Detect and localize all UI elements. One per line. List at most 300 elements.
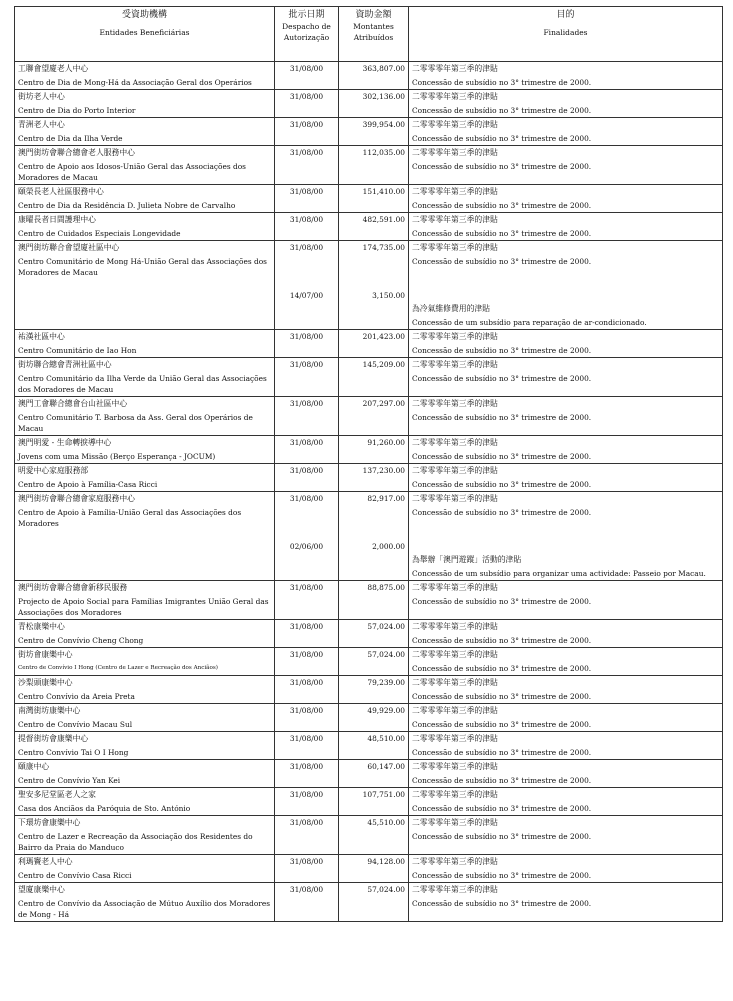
table-row — [15, 241, 723, 330]
header-date-pt: Despacho de Autorização — [282, 22, 331, 42]
entity-name-zh: 澳門街坊會聯合總會老人服務中心 — [18, 148, 135, 157]
granted-amount: 79,239.00 — [367, 678, 405, 687]
date-cell — [275, 213, 339, 241]
authorization-date: 31/08/00 — [289, 360, 324, 369]
purpose-zh: 二零零零年第三季的津貼 — [412, 215, 498, 224]
entity-name-zh: 澳門街坊聯合會望廈社區中心 — [18, 243, 120, 252]
purpose-zh: 二零零零年第三季的津貼 — [412, 92, 498, 101]
purpose-zh: 二零零零年第三季的津貼 — [412, 650, 498, 659]
entity-name-pt: Centro de Dia da Ilha Verde — [18, 134, 123, 143]
entity-name-zh: 頤榮長老人社區服務中心 — [18, 187, 104, 196]
table-row — [15, 185, 723, 213]
amount-cell — [339, 492, 409, 581]
granted-amount: 3,150.00 — [372, 290, 405, 300]
amount-cell — [339, 397, 409, 436]
grant-gap — [412, 518, 719, 536]
authorization-date: 31/08/00 — [289, 857, 324, 866]
date-cell — [275, 464, 339, 492]
purpose-cell — [409, 436, 723, 464]
purpose-pt: Concessão de subsídio no 3° trimestre de 2000. — [412, 720, 592, 729]
amount-cell — [339, 732, 409, 760]
entity-name-pt: Centro de Dia da Residência D. Julieta Nobre de Carvalho — [18, 201, 236, 210]
entity-cell — [15, 855, 275, 883]
grants-table — [14, 6, 723, 922]
purpose-pt: Concessão de subsídio no 3° trimestre de 2000. — [412, 257, 592, 266]
grant-gap — [278, 272, 335, 290]
header-entity-pt: Entidades Beneficiárias — [99, 28, 190, 37]
authorization-date: 31/08/00 — [289, 399, 324, 408]
purpose-zh: 二零零零年第三季的津貼 — [412, 187, 498, 196]
amount-cell — [339, 464, 409, 492]
entity-cell — [15, 760, 275, 788]
granted-amount: 60,147.00 — [367, 762, 405, 771]
entity-name-zh: 祐漢社區中心 — [18, 332, 65, 341]
purpose-pt: Concessão de um subsídio para reparação de ar-condicionado. — [412, 318, 647, 327]
entity-cell — [15, 492, 275, 581]
header-purpose-pt: Finalidades — [543, 28, 588, 37]
header-entity-zh: 受資助機構 — [121, 10, 167, 20]
header-amount-pt: Montantes Atribuídos — [353, 22, 394, 42]
purpose-zh: 二零零零年第三季的津貼 — [412, 120, 498, 129]
table-row — [15, 883, 723, 922]
entity-cell — [15, 213, 275, 241]
entity-name-zh: 澳門工會聯合總會台山社區中心 — [18, 399, 128, 408]
table-row — [15, 855, 723, 883]
table-body — [15, 62, 723, 922]
authorization-date: 31/08/00 — [289, 818, 324, 827]
entity-cell — [15, 90, 275, 118]
purpose-cell — [409, 464, 723, 492]
entity-name-pt: Centro Comunitário de Mong Há-União Geral das Associações dos Moradores de Macau — [18, 257, 267, 277]
authorization-date: 31/08/00 — [289, 622, 324, 631]
entity-name-pt: Centro de Lazer e Recreação da Associação dos Residentes do Bairro da Praia do Manduco — [18, 832, 253, 852]
authorization-date: 31/08/00 — [289, 678, 324, 687]
purpose-pt: Concessão de subsídio no 3° trimestre de 2000. — [412, 692, 592, 701]
purpose-zh: 二零零零年第三季的津貼 — [412, 399, 498, 408]
table-row — [15, 492, 723, 581]
purpose-zh: 二零零零年第三季的津貼 — [412, 818, 498, 827]
purpose-cell — [409, 760, 723, 788]
entity-name-zh: 澳門街坊會聯合總會家庭服務中心 — [18, 494, 135, 503]
date-cell — [275, 397, 339, 436]
granted-amount: 49,929.00 — [367, 706, 405, 715]
authorization-date: 31/08/00 — [289, 734, 324, 743]
date-cell — [275, 760, 339, 788]
entity-name-pt: Projecto de Apoio Social para Famílias Imigrantes União Geral das Associações dos Moradores — [18, 597, 269, 617]
entity-cell — [15, 146, 275, 185]
amount-cell — [339, 883, 409, 922]
entity-name-pt: Centro de Convívio Casa Ricci — [18, 871, 132, 880]
entity-name-pt: Jovens com uma Missão (Berço Esperança - JOCUM) — [18, 452, 216, 461]
purpose-pt: Concessão de subsídio no 3° trimestre de 2000. — [412, 636, 592, 645]
grant-gap — [342, 254, 405, 272]
entity-name-zh: 工聯會望廈老人中心 — [18, 64, 89, 73]
table-row — [15, 760, 723, 788]
header-purpose — [409, 7, 723, 62]
authorization-date: 31/08/00 — [289, 243, 324, 252]
granted-amount: 137,230.00 — [362, 466, 405, 475]
purpose-cell — [409, 816, 723, 855]
entity-name-pt: Centro Convívio Tai O I Hong — [18, 748, 129, 757]
authorization-date: 31/08/00 — [289, 92, 324, 101]
purpose-zh: 為舉辦「澳門遊蹤」活動的津貼 — [412, 555, 522, 564]
entity-name-pt: Centro de Cuidados Especiais Longevidade — [18, 229, 181, 238]
authorization-date: 31/08/00 — [289, 120, 324, 129]
granted-amount: 107,751.00 — [362, 790, 405, 799]
amount-cell — [339, 90, 409, 118]
purpose-pt: Concessão de subsídio no 3° trimestre de 2000. — [412, 832, 592, 841]
amount-cell — [339, 704, 409, 732]
header-amount — [339, 7, 409, 62]
granted-amount: 57,024.00 — [367, 622, 405, 631]
authorization-date: 02/06/00 — [289, 541, 324, 551]
purpose-pt: Concessão de subsídio no 3° trimestre de 2000. — [412, 776, 592, 785]
entity-name-zh: 利瑪竇老人中心 — [18, 857, 73, 866]
purpose-pt: Concessão de subsídio no 3° trimestre de 2000. — [412, 346, 592, 355]
entity-name-zh: 青松康樂中心 — [18, 622, 65, 631]
table-row — [15, 330, 723, 358]
amount-cell — [339, 816, 409, 855]
date-cell — [275, 883, 339, 922]
granted-amount: 174,735.00 — [362, 243, 405, 252]
date-cell — [275, 330, 339, 358]
entity-name-pt: Centro de Convívio Yan Kei — [18, 776, 121, 785]
purpose-zh: 二零零零年第三季的津貼 — [412, 885, 498, 894]
entity-cell — [15, 732, 275, 760]
purpose-pt: Concessão de subsídio no 3° trimestre de 2000. — [412, 229, 592, 238]
purpose-pt: Concessão de subsídio no 3° trimestre de 2000. — [412, 374, 592, 383]
entity-cell — [15, 648, 275, 676]
table-row — [15, 62, 723, 90]
date-cell — [275, 704, 339, 732]
header-entity — [15, 7, 275, 62]
table-row — [15, 581, 723, 620]
purpose-zh: 二零零零年第三季的津貼 — [412, 438, 498, 447]
granted-amount: 151,410.00 — [362, 187, 405, 196]
purpose-pt: Concessão de subsídio no 3° trimestre de 2000. — [412, 480, 592, 489]
purpose-cell — [409, 581, 723, 620]
granted-amount: 112,035.00 — [362, 148, 405, 157]
date-cell — [275, 492, 339, 581]
table-row — [15, 397, 723, 436]
granted-amount: 82,917.00 — [367, 494, 405, 503]
entity-cell — [15, 581, 275, 620]
entity-cell — [15, 436, 275, 464]
table-row — [15, 464, 723, 492]
granted-amount: 91,260.00 — [367, 438, 405, 447]
purpose-zh: 二零零零年第三季的津貼 — [412, 332, 498, 341]
entity-cell — [15, 62, 275, 90]
authorization-date: 31/08/00 — [289, 790, 324, 799]
entity-name-zh: 康曜長者日間護理中心 — [18, 215, 96, 224]
entity-name-zh: 澳門明愛 - 生命轉捩導中心 — [18, 438, 112, 447]
entity-name-zh: 街坊老人中心 — [18, 92, 65, 101]
entity-name-zh: 南灣街坊康樂中心 — [18, 706, 81, 715]
table-row — [15, 358, 723, 397]
granted-amount: 201,423.00 — [362, 332, 405, 341]
date-cell — [275, 90, 339, 118]
purpose-cell — [409, 213, 723, 241]
authorization-date: 31/08/00 — [289, 215, 324, 224]
purpose-zh: 二零零零年第三季的津貼 — [412, 64, 498, 73]
granted-amount: 88,875.00 — [367, 583, 405, 592]
table-row — [15, 788, 723, 816]
authorization-date: 31/08/00 — [289, 438, 324, 447]
purpose-zh: 二零零零年第三季的津貼 — [412, 466, 498, 475]
amount-cell — [339, 788, 409, 816]
amount-cell — [339, 620, 409, 648]
entity-cell — [15, 704, 275, 732]
entity-name-pt: Centro de Dia do Porto Interior — [18, 106, 136, 115]
authorization-date: 31/08/00 — [289, 885, 324, 894]
purpose-pt: Concessão de subsídio no 3° trimestre de 2000. — [412, 452, 592, 461]
entity-name-pt: Centro de Apoio à Família-União Geral das Associações dos Moradores — [18, 508, 242, 528]
table-row — [15, 213, 723, 241]
entity-cell — [15, 358, 275, 397]
amount-cell — [339, 676, 409, 704]
entity-cell — [15, 185, 275, 213]
authorization-date: 14/07/00 — [289, 290, 324, 300]
granted-amount: 302,136.00 — [362, 92, 405, 101]
entity-cell — [15, 330, 275, 358]
purpose-zh: 二零零零年第三季的津貼 — [412, 734, 498, 743]
entity-name-zh: 望廈康樂中心 — [18, 885, 65, 894]
purpose-pt: Concessão de subsídio no 3° trimestre de 2000. — [412, 804, 592, 813]
purpose-cell — [409, 620, 723, 648]
header-date — [275, 7, 339, 62]
granted-amount: 2,000.00 — [372, 541, 405, 551]
amount-cell — [339, 760, 409, 788]
purpose-pt: Concessão de subsídio no 3° trimestre de 2000. — [412, 899, 592, 908]
purpose-cell — [409, 330, 723, 358]
purpose-zh: 二零零零年第三季的津貼 — [412, 583, 498, 592]
entity-cell — [15, 397, 275, 436]
entity-cell — [15, 788, 275, 816]
authorization-date: 31/08/00 — [289, 650, 324, 659]
purpose-cell — [409, 676, 723, 704]
purpose-pt: Concessão de subsídio no 3° trimestre de 2000. — [412, 413, 592, 422]
grant-gap — [412, 285, 719, 303]
entity-cell — [15, 883, 275, 922]
entity-name-pt: Centro de Apoio aos Idosos-União Geral das Associações dos Moradores de Macau — [18, 162, 246, 182]
date-cell — [275, 358, 339, 397]
authorization-date: 31/08/00 — [289, 466, 324, 475]
table-row — [15, 816, 723, 855]
amount-cell — [339, 648, 409, 676]
date-cell — [275, 855, 339, 883]
amount-cell — [339, 581, 409, 620]
amount-cell — [339, 62, 409, 90]
purpose-cell — [409, 241, 723, 330]
date-cell — [275, 436, 339, 464]
entity-name-pt: Centro de Convívio Macau Sul — [18, 720, 133, 729]
granted-amount: 399,954.00 — [362, 120, 405, 129]
purpose-cell — [409, 358, 723, 397]
date-cell — [275, 62, 339, 90]
table-row — [15, 648, 723, 676]
table-row — [15, 436, 723, 464]
table-row — [15, 620, 723, 648]
entity-cell — [15, 620, 275, 648]
amount-cell — [339, 146, 409, 185]
date-cell — [275, 581, 339, 620]
date-cell — [275, 788, 339, 816]
purpose-cell — [409, 704, 723, 732]
purpose-pt: Concessão de subsídio no 3° trimestre de 2000. — [412, 508, 592, 517]
grant-gap — [278, 505, 335, 523]
date-cell — [275, 620, 339, 648]
purpose-zh: 二零零零年第三季的津貼 — [412, 706, 498, 715]
purpose-cell — [409, 146, 723, 185]
authorization-date: 31/08/00 — [289, 494, 324, 503]
amount-cell — [339, 213, 409, 241]
granted-amount: 45,510.00 — [367, 818, 405, 827]
header-amount-zh: 資助金額 — [355, 10, 392, 20]
header-date-zh: 批示日期 — [288, 10, 325, 20]
entity-name-zh: 提督街坊會康樂中心 — [18, 734, 89, 743]
date-cell — [275, 648, 339, 676]
amount-cell — [339, 241, 409, 330]
entity-cell — [15, 118, 275, 146]
grant-gap — [412, 267, 719, 285]
purpose-cell — [409, 397, 723, 436]
amount-cell — [339, 358, 409, 397]
entity-name-pt: Centro de Convívio Cheng Chong — [18, 636, 144, 645]
authorization-date: 31/08/00 — [289, 332, 324, 341]
amount-cell — [339, 118, 409, 146]
granted-amount: 94,128.00 — [367, 857, 405, 866]
date-cell — [275, 732, 339, 760]
entity-name-pt: Centro de Dia de Mong-Há da Associação Geral dos Operários — [18, 78, 252, 87]
purpose-cell — [409, 648, 723, 676]
purpose-zh: 二零零零年第三季的津貼 — [412, 790, 498, 799]
authorization-date: 31/08/00 — [289, 762, 324, 771]
granted-amount: 57,024.00 — [367, 885, 405, 894]
date-cell — [275, 676, 339, 704]
authorization-date: 31/08/00 — [289, 706, 324, 715]
amount-cell — [339, 436, 409, 464]
purpose-cell — [409, 855, 723, 883]
grant-gap — [278, 523, 335, 541]
purpose-zh: 二零零零年第三季的津貼 — [412, 762, 498, 771]
purpose-pt: Concessão de subsídio no 3° trimestre de 2000. — [412, 78, 592, 87]
date-cell — [275, 816, 339, 855]
granted-amount: 57,024.00 — [367, 650, 405, 659]
entity-name-zh: 頤康中心 — [18, 762, 50, 771]
purpose-pt: Concessão de subsídio no 3° trimestre de 2000. — [412, 871, 592, 880]
entity-name-zh: 明愛中心家庭服務部 — [18, 466, 89, 475]
purpose-pt: Concessão de subsídio no 3° trimestre de 2000. — [412, 748, 592, 757]
entity-name-pt: Centro Comunitário T. Barbosa da Ass. Geral dos Operários de Macau — [18, 413, 253, 433]
amount-cell — [339, 855, 409, 883]
grant-gap — [342, 523, 405, 541]
purpose-zh: 二零零零年第三季的津貼 — [412, 148, 498, 157]
entity-name-pt: Centro Comunitário da Ilha Verde da União Geral das Associações dos Moradores de Macau — [18, 374, 267, 394]
purpose-cell — [409, 185, 723, 213]
entity-name-pt: Centro de Apoio à Família-Casa Ricci — [18, 480, 158, 489]
granted-amount: 363,807.00 — [362, 64, 405, 73]
grant-gap — [342, 272, 405, 290]
purpose-cell — [409, 788, 723, 816]
table-row — [15, 118, 723, 146]
purpose-cell — [409, 883, 723, 922]
grant-gap — [342, 505, 405, 523]
granted-amount: 48,510.00 — [367, 734, 405, 743]
authorization-date: 31/08/00 — [289, 583, 324, 592]
granted-amount: 145,209.00 — [362, 360, 405, 369]
purpose-pt: Concessão de subsídio no 3° trimestre de 2000. — [412, 106, 592, 115]
table-row — [15, 146, 723, 185]
entity-cell — [15, 464, 275, 492]
purpose-pt: Concessão de subsídio no 3° trimestre de 2000. — [412, 201, 592, 210]
amount-cell — [339, 185, 409, 213]
purpose-pt: Concessão de subsídio no 3° trimestre de 2000. — [412, 597, 592, 606]
purpose-pt: Concessão de subsídio no 3° trimestre de 2000. — [412, 162, 592, 171]
purpose-zh: 二零零零年第三季的津貼 — [412, 494, 498, 503]
date-cell — [275, 146, 339, 185]
entity-name-zh: 沙梨頭康樂中心 — [18, 678, 73, 687]
entity-cell — [15, 241, 275, 330]
purpose-cell — [409, 118, 723, 146]
header-row — [15, 7, 723, 62]
header-purpose-zh: 目的 — [556, 10, 575, 20]
entity-name-zh: 街坊聯合總會青洲社區中心 — [18, 360, 112, 369]
entity-cell — [15, 676, 275, 704]
purpose-zh: 為冷氣維修費用的津貼 — [412, 304, 490, 313]
amount-cell — [339, 330, 409, 358]
date-cell — [275, 185, 339, 213]
entity-name-zh: 下環坊會康樂中心 — [18, 818, 81, 827]
entity-name-zh: 街坊會康樂中心 — [18, 650, 73, 659]
purpose-pt: Concessão de um subsídio para organizar uma actividade: Passeio por Macau. — [412, 569, 706, 578]
entity-name-zh: 聖安多尼堂區老人之家 — [18, 790, 96, 799]
purpose-zh: 二零零零年第三季的津貼 — [412, 243, 498, 252]
purpose-zh: 二零零零年第三季的津貼 — [412, 622, 498, 631]
granted-amount: 482,591.00 — [362, 215, 405, 224]
table-row — [15, 732, 723, 760]
purpose-cell — [409, 732, 723, 760]
purpose-cell — [409, 90, 723, 118]
entity-name-zh: 澳門街坊會聯合總會新移民服務 — [18, 583, 128, 592]
table-header — [15, 7, 723, 62]
grant-gap — [278, 254, 335, 272]
entity-name-pt: Centro de Convívio I Hong (Centro de Lazer e Recreação dos Anciãos) — [18, 665, 218, 671]
table-row — [15, 676, 723, 704]
table-row — [15, 90, 723, 118]
authorization-date: 31/08/00 — [289, 187, 324, 196]
entity-name-pt: Casa dos Anciãos da Paróquia de Sto. António — [18, 804, 191, 813]
entity-name-pt: Centro de Convívio da Associação de Mútuo Auxílio dos Moradores de Mong - Há — [18, 899, 271, 919]
authorization-date: 31/08/00 — [289, 148, 324, 157]
purpose-cell — [409, 492, 723, 581]
purpose-zh: 二零零零年第三季的津貼 — [412, 360, 498, 369]
table-row — [15, 704, 723, 732]
entity-cell — [15, 816, 275, 855]
purpose-cell — [409, 62, 723, 90]
authorization-date: 31/08/00 — [289, 64, 324, 73]
entity-name-pt: Centro Comunitário de Iao Hon — [18, 346, 137, 355]
entity-name-zh: 青洲老人中心 — [18, 120, 65, 129]
purpose-zh: 二零零零年第三季的津貼 — [412, 857, 498, 866]
grant-gap — [412, 536, 719, 554]
purpose-pt: Concessão de subsídio no 3° trimestre de 2000. — [412, 664, 592, 673]
granted-amount: 207,297.00 — [362, 399, 405, 408]
purpose-pt: Concessão de subsídio no 3° trimestre de 2000. — [412, 134, 592, 143]
purpose-zh: 二零零零年第三季的津貼 — [412, 678, 498, 687]
date-cell — [275, 118, 339, 146]
entity-name-pt: Centro Convívio da Areia Preta — [18, 692, 135, 701]
date-cell — [275, 241, 339, 330]
